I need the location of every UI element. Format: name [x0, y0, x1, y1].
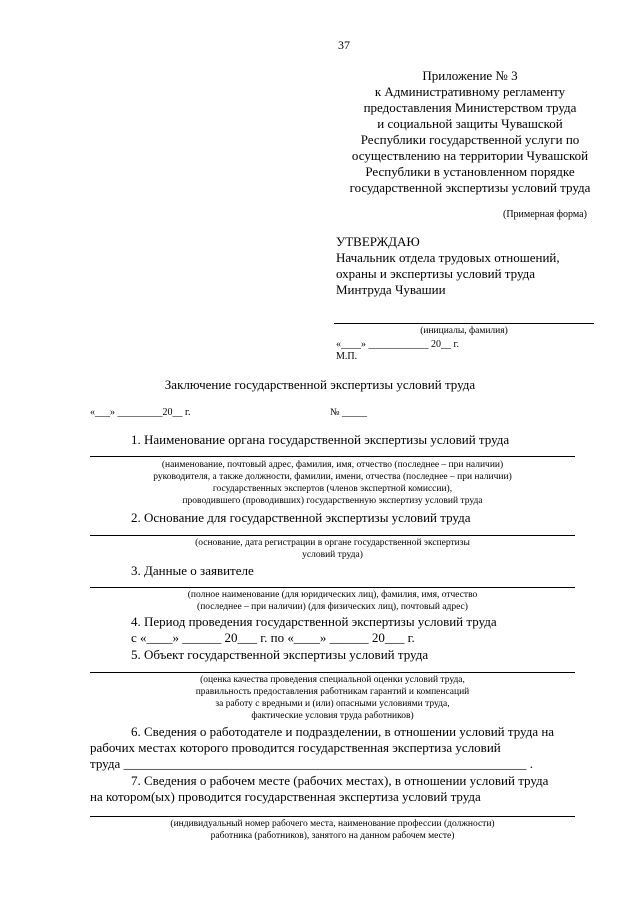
fill-line: [90, 672, 575, 673]
section-1-caption: государственных экспертов (членов экспертной комиссии),: [212, 484, 453, 494]
seal-mark: М.П.: [336, 351, 358, 362]
section-1-caption: руководителя, а также должности, фамилии, имени, отчества (последнее – при наличии): [153, 472, 512, 482]
fill-line: [90, 456, 575, 457]
appendix-line: и социальной защиты Чувашской: [377, 116, 563, 131]
approve-date: «____» ____________ 20__ г.: [336, 339, 459, 350]
number-field: № _____: [330, 407, 368, 418]
appendix-line: Приложение № 3: [422, 68, 518, 83]
section-6-line: рабочих местах которого проводится государственная экспертиза условий: [90, 740, 501, 755]
appendix-line: Республики в установленном порядке: [365, 164, 575, 179]
section-7-caption: (индивидуальный номер рабочего места, наименование профессии (должности): [170, 819, 495, 829]
section-6-line: труда ______________________________________________________________ .: [90, 756, 533, 771]
fill-line: [90, 587, 575, 588]
approve-line: Минтруда Чувашии: [336, 282, 446, 297]
section-1-heading: 1. Наименование органа государственной экспертизы условий труда: [131, 432, 510, 447]
section-5-caption: (оценка качества проведения специальной оценки условий труда,: [200, 675, 465, 685]
section-7-caption: работника (работников), занятого на данном рабочем месте): [210, 831, 455, 841]
fill-line: [90, 816, 575, 817]
section-5-caption: фактические условия труда работников): [251, 711, 414, 721]
appendix-line: к Административному регламенту: [374, 84, 566, 99]
section-7-line: на котором(ых) проводится государственная экспертиза условий труда: [90, 789, 481, 804]
signature-line: [334, 323, 594, 324]
section-5-caption: правильность предоставления работникам гарантий и компенсаций: [195, 687, 470, 697]
appendix-line: Республики государственной услуги по: [360, 132, 580, 147]
section-4-heading: 4. Период проведения государственной экспертизы условий труда: [131, 614, 497, 629]
form-note: (Примерная форма): [503, 209, 587, 220]
section-7-line: 7. Сведения о рабочем месте (рабочих местах), в отношении условий труда: [131, 773, 549, 788]
document-title: Заключение государственной экспертизы условий труда: [164, 377, 476, 392]
appendix-line: осуществлению на территории Чувашской: [351, 148, 589, 163]
fill-line: [90, 535, 575, 536]
approve-title: УТВЕРЖДАЮ: [336, 234, 420, 249]
approve-line: Начальник отдела трудовых отношений,: [336, 250, 560, 265]
section-3-caption: (полное наименование (для юридических лиц), фамилия, имя, отчество: [187, 590, 478, 600]
appendix-line: государственной экспертизы условий труда: [349, 180, 591, 195]
appendix-line: предоставления Министерством труда: [363, 100, 577, 115]
section-1-caption: (наименование, почтовый адрес, фамилия, имя, отчество (последнее – при наличии): [161, 460, 504, 470]
signature-caption: (инициалы, фамилия): [420, 326, 508, 336]
approve-line: охраны и экспертизы условий труда: [336, 266, 536, 281]
section-2-caption: условий труда): [302, 550, 363, 560]
section-1-caption: проводившего (проводивших) государственную экспертизу условий труда: [182, 496, 483, 506]
section-3-heading: 3. Данные о заявителе: [131, 563, 254, 578]
section-2-caption: (основание, дата регистрации в органе государственной экспертизы: [195, 538, 470, 548]
date-field: «___» _________20__ г.: [90, 407, 191, 418]
section-6-line: 6. Сведения о работодателе и подразделении, в отношении условий труда на: [131, 724, 555, 739]
section-5-caption: за работу с вредными и (или) опасными условиями труда,: [215, 699, 450, 709]
section-3-caption: (последнее – при наличии) (для физических лиц), почтовый адрес): [197, 602, 468, 612]
page-number: 37: [338, 38, 350, 52]
section-5-heading: 5. Объект государственной экспертизы условий труда: [131, 647, 429, 662]
section-4-period: с «____» ______ 20___ г. по «____» ______ 20___ г.: [131, 630, 415, 645]
section-2-heading: 2. Основание для государственной экспертизы условий труда: [131, 510, 471, 525]
